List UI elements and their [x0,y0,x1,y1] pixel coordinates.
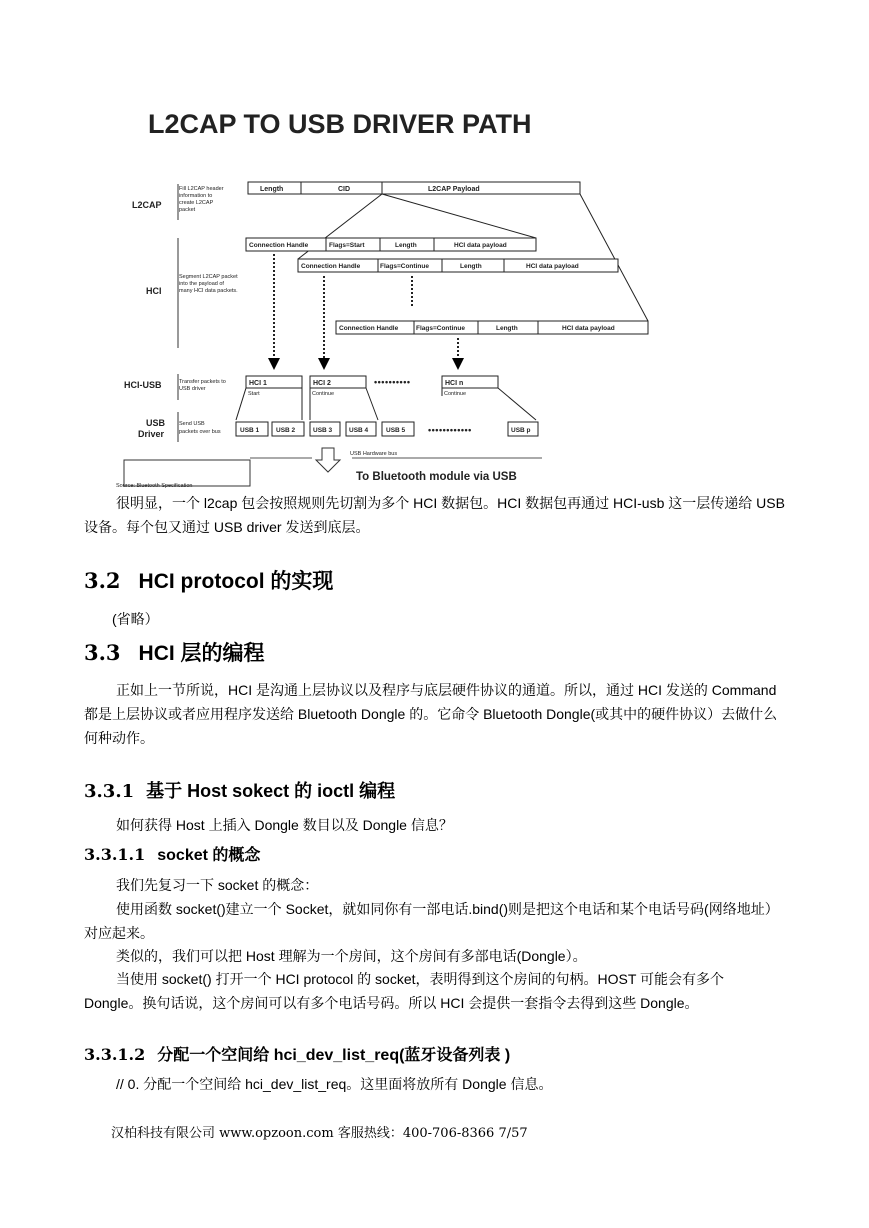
hci1-flags: Flags=Start [329,242,365,249]
hci-usb-sub-1: Start [248,391,260,397]
heading-title: socket 的概念 [157,847,261,864]
desc-usb-driver-2: packets over bus [179,429,221,435]
heading-3-3 [84,638,265,669]
hcin-payload: HCI data payload [562,325,615,332]
para-socket-2: 使用函数 socket()建立一个 Socket，就如同你有一部电话.bind()则是把这个电话和某个电话号码(网络地址）对应起来。 [84,901,779,941]
desc-l2cap-2: information to [179,193,213,199]
para-socket-3: 类似的，我们可以把 Host 理解为一个房间，这个房间有多部电话(Dongle）。 [116,948,587,964]
hci-usb-box-1: HCI 1 [249,380,267,387]
heading-number: 3.3.1.2 [84,1045,146,1064]
desc-hci-usb-2: USB driver [179,386,206,392]
heading-title: HCI 层的编程 [138,642,265,665]
page-footer: 汉柏科技有限公司 www.opzoon.com 客服热线：400-706-8366 7/57 [111,1126,528,1141]
layer-label-usb: USB [146,418,166,428]
hci-usb-box-n: HCI n [445,380,464,387]
diagram-title: L2CAP TO USB DRIVER PATH [148,109,532,139]
hci1-payload: HCI data payload [454,242,507,249]
para-alloc: // 0. 分配一个空间给 hci_dev_list_req。这里面将放所有 Dongle 信息。 [116,1076,553,1092]
l2cap-usb-diagram [112,100,672,490]
desc-hci-1: Segment L2CAP packet [179,274,238,280]
heading-number: 3.3.1 [84,781,135,802]
hci-usb-sub-n: Continue [444,391,467,397]
heading-title: HCI protocol 的实现 [138,570,334,593]
desc-l2cap-4: packet [179,207,196,213]
usb-box-5: USB 5 [386,427,406,434]
bus-label: USB Hardware bus [350,451,398,457]
desc-hci-3: many HCI data packets. [179,288,238,294]
heading-3-3-1-2 [84,1043,510,1068]
para-intro: 很明显，一个 l2cap 包会按照规则先切割为多个 HCI 数据包。HCI 数据包再通过 HCI-usb 这一层传递给 USB 设备。每个包又通过 USB driver 发送到底层。 [84,495,785,535]
para-socket-4: 当使用 socket() 打开一个 HCI protocol 的 socket，表明得到这个房间的句柄。HOST 可能会有多个 Dongle。换句话说，这个房间可以有多个电话号码。所以 HCI 会提供一套指令去得到这些 Dongle。 [84,971,725,1011]
usb-box-1: USB 1 [240,427,260,434]
desc-l2cap-3: create L2CAP [179,200,214,206]
heading-3-3-1 [84,778,395,805]
note-omitted: (省略） [112,611,159,627]
usb-box-3: USB 3 [313,427,333,434]
heading-number: 3.3 [84,640,121,665]
hci2-length: Length [460,263,482,270]
heading-number: 3.2 [84,568,121,593]
to-module-label: To Bluetooth module via USB [356,471,517,483]
hci2-conn-handle: Connection Handle [301,263,361,270]
heading-3-3-1-1 [84,843,260,868]
layer-label-hci-usb: HCI-USB [124,380,162,390]
usb-box-2: USB 2 [276,427,296,434]
para-how-to-get: 如何获得 Host 上插入 Dongle 数目以及 Dongle 信息？ [116,817,453,833]
layer-label-driver: Driver [138,429,165,439]
hci2-flags: Flags=Continue [380,263,429,270]
desc-l2cap-1: Fill L2CAP header [179,186,224,192]
hci1-length: Length [395,242,417,249]
usb-box-4: USB 4 [349,427,369,434]
heading-title: 分配一个空间给 hci_dev_list_req(蓝牙设备列表 ) [157,1047,511,1064]
hci1-conn-handle: Connection Handle [249,242,309,249]
hci-usb-box-2: HCI 2 [313,380,331,387]
heading-number: 3.3.1.1 [84,845,146,864]
para-socket-1: 我们先复习一下 socket 的概念： [116,877,319,893]
l2cap-field-cid: CID [338,186,351,193]
hcin-flags: Flags=Continue [416,325,465,332]
heading-3-2 [84,566,333,597]
para-hci-programming: 正如上一节所说，HCI 是沟通上层协议以及程序与底层硬件协议的通道。所以，通过 HCI 发送的 Command 都是上层协议或者应用程序发送给 Bluetooth Dongle 的。它命令 Bluetooth Dongle(或其中的硬件协议）去做什么何种动作。 [84,682,778,746]
bus-down-arrow [316,448,340,472]
hci2-payload: HCI data payload [526,263,579,270]
hci-usb-sub-2: Continue [312,391,335,397]
hcin-length: Length [496,325,518,332]
usb-box-p: USB p [511,427,531,434]
l2cap-field-length: Length [260,186,284,193]
desc-hci-usb-1: Transfer packets to [179,379,226,385]
desc-hci-2: into the payload of [179,281,224,287]
heading-title: 基于 Host sokect 的 ioctl 编程 [146,781,396,801]
usb-ellipsis: •••••••••••• [428,425,472,435]
layer-label-l2cap: L2CAP [132,200,162,210]
l2cap-field-payload: L2CAP Payload [428,186,480,193]
hcin-conn-handle: Connection Handle [339,325,399,332]
source-label: Source: Bluetooth Specification [116,483,193,489]
desc-usb-driver-1: Send USB [179,421,205,427]
hci-usb-ellipsis: •••••••••• [374,377,411,387]
layer-label-hci: HCI [146,286,162,296]
